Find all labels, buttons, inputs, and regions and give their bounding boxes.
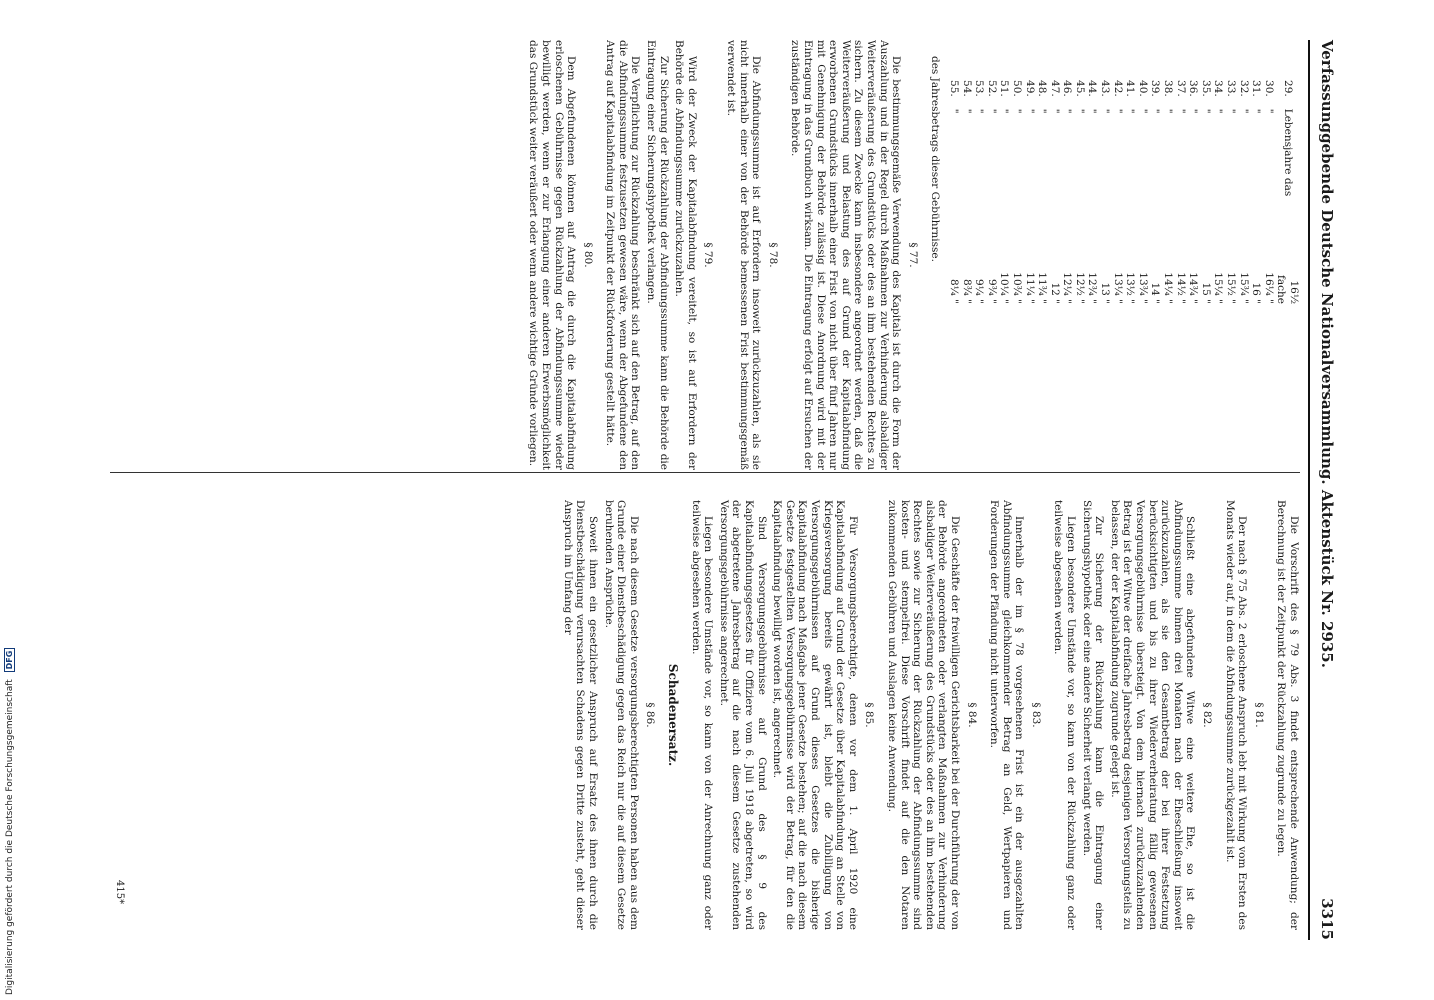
table-row: [1099, 60, 1112, 310]
row-label: ": [1061, 108, 1074, 114]
section-79-heading: § 79.: [702, 242, 715, 268]
section-78-heading: § 78.: [766, 242, 779, 268]
row-number: 55.: [947, 80, 960, 97]
table-row: [1124, 60, 1137, 310]
row-label: ": [1023, 108, 1036, 114]
schadenersatz-heading: Schadenersatz.: [666, 663, 681, 767]
section-79-text-1: Wird der Zweck der Kapitalabfindung vereitelt, so ist auf Erfordern der Behörde die Abfindungssumme zurückzuzahlen.: [673, 40, 698, 470]
row-label: ": [1124, 108, 1137, 114]
row-number: 29.: [1281, 80, 1294, 97]
stamp-text: Digitalisierung gefördert durch die Deutsche Forschungsgemeinschaft: [5, 679, 15, 995]
row-label: Lebensjahre das: [1281, 108, 1294, 197]
row-label: ": [960, 108, 973, 114]
row-value: 16½ fache: [1275, 274, 1300, 304]
age-factor-table: [947, 60, 1300, 310]
row-label: ": [985, 108, 998, 114]
digitization-stamp: [4, 648, 15, 995]
row-value: 14 ": [1149, 282, 1162, 304]
row-number: 41.: [1124, 80, 1137, 97]
row-label: ": [1250, 108, 1263, 114]
table-row: [1048, 60, 1061, 310]
row-label: ": [1199, 108, 1212, 114]
table-row: [1187, 60, 1200, 310]
row-number: 32.: [1237, 80, 1250, 97]
page-title: Verfassunggebende Deutsche Nationalversammlung. Aktenstück Nr. 2935.: [1318, 40, 1336, 668]
row-number: 30.: [1262, 80, 1275, 97]
row-label: ": [1237, 108, 1250, 114]
section-81-text: Der nach § 75 Abs. 2 erloschene Anspruch lebt mit Wirkung vom Ersten des Monats wieder auf, in dem die Abfindungssumme zurückgezahlt ist.: [1223, 500, 1249, 930]
row-value: 12¼ ": [1061, 272, 1074, 304]
intro-text: Die Vorschrift des § 79 Abs. 3 findet entsprechende Anwendung; der Berechnung ist der Zeitpunkt der Rückzahlung zugrunde zu legen.: [1275, 500, 1300, 930]
row-number: 31.: [1250, 80, 1263, 97]
table-row: [1086, 60, 1099, 310]
section-77-text: Die bestimmungsgemäße Verwendung des Kapitals ist durch die Form der Auszahlung und in der Regel durch Maßnahmen zur Verhinderung alsbaldiger Weiterveräußerung des Grundstücks oder des an ihm bestehenden Rechtes zu sichern. Zu diesem Zwecke kann insbesondere angeordnet werden, daß die Weiterveräußerung und Belastung des auf Grund der Kapitalabfindung erworbenen Grundstücks innerhalb einer Frist von nicht über fünf Jahren nur mit Genehmigung der Behörde zulässig ist. Diese Anordnung wird mit der Eintragung in das Grundbuch wirksam. Die Eintragung erfolgt auf Ersuchen der zuständigen Behörde.: [789, 40, 903, 470]
row-label: ": [1187, 108, 1200, 114]
table-row: [960, 60, 973, 310]
table-row: [1237, 60, 1250, 310]
section-84-text: Die Geschäfte der freiwilligen Gerichtsbarkeit bei der Durchführung der von der Behörde angeordneten oder verlangten Maßnahmen zur Verhinderung alsbaldiger Weiterveräußerung des Grundstücks oder des an ihm bestehenden Rechtes sowie zur Sicherung der Rückzahlung der Abfindungssumme sind kosten- und stempelfrei. Diese Vorschrift findet auf die den Notaren zukommenden Gebühren und Auslagen keine Anwendung.: [885, 500, 961, 930]
section-80-heading: § 80.: [581, 242, 594, 268]
row-label: ": [1174, 108, 1187, 114]
row-value: 8¼ ": [947, 278, 960, 304]
page-header: [1308, 40, 1340, 940]
row-label: ": [1010, 108, 1023, 114]
row-value: 11¼ ": [1023, 272, 1036, 304]
section-86-heading: § 86.: [644, 702, 657, 728]
row-value: 16 ": [1250, 282, 1263, 304]
table-row: [998, 60, 1011, 310]
table-row: [1161, 60, 1174, 310]
row-value: 11¾ ": [1036, 272, 1049, 304]
section-82-text-1: Schließt eine abgefundene Witwe eine weitere Ehe, so ist die Abfindungssumme binnen drei Monaten nach der Eheschließung insoweit zurückzuzahlen, als sie den Gesamtbetrag der bei ihrer Festsetzung berücksichtigten und bis zu ihrer Wiederverheiratung fällig gewesenen Versorgungsgebührnisse übersteigt. Von dem hiernach zurückzuzahlenden Betrag ist der Witwe der dreifache Jahresbetrag desjenigen Versorgungsteils zu belassen, der der Kapitalabfindung zugrunde gelegt ist.: [1108, 500, 1197, 930]
section-80-text: Dem Abgefundenen können auf Antrag die durch die Kapitalabfindung erloschenen Gebührnisse gegen Rückzahlung der Abfindungssumme wieder bewilligt werden, wenn er zur Erlangung einer anderen Erwerbsmöglichkeit das Grundstück weiter veräußert oder wenn andere wichtige Gründe vorliegen.: [527, 40, 578, 470]
table-row: [1073, 60, 1086, 310]
section-83-heading: § 83.: [1029, 702, 1042, 728]
row-number: 54.: [960, 80, 973, 97]
section-86-text-2: Soweit ihnen ein gesetzlicher Anspruch auf Ersatz des ihnen durch die Dienstbeschädigung verursachten Schadens gegen Dritte zusteht, geht dieser Anspruch im Umfang der: [561, 500, 600, 930]
row-value: 15¼ ": [1212, 272, 1225, 304]
row-value: 9¾ ": [985, 278, 998, 304]
row-label: ": [1073, 108, 1086, 114]
row-value: 13 ": [1099, 282, 1112, 304]
section-85-text-1: Für Versorgungsberechtigte, denen vor dem 1. April 1920 eine Kapitalabfindung auf Grund der Gesetze über Kapitalabfindung an Stelle von Kriegsversorgung bereits gewährt ist, bleibt die Zubilligung von Versorgungsgebührnissen auf Grund dieses Gesetzes die bisherige Kapitalabfindung nach Maßgabe jener Gesetze bestehen; auf die nach diesem Gesetze festgestellten Versorgungsgebührnisse wird der Betrag, für den die Kapitalabfindung bewilligt worden ist, angerechnet.: [771, 500, 859, 930]
row-number: 46.: [1061, 80, 1074, 97]
row-label: ": [1149, 108, 1162, 114]
section-85-text-2: Sind Versorgungsgebührnisse auf Grund des § 9 des Kapitalabfindungsgesetzes für Offiziere vom 6. Juli 1918 abgetreten, so wird der abgetretene Jahresbetrag auf die nach diesem Gesetze zustehenden Versorgungsgebührnisse angerechnet.: [717, 500, 768, 930]
row-number: 49.: [1023, 80, 1036, 97]
row-number: 53.: [973, 80, 986, 97]
row-number: 44.: [1086, 80, 1099, 97]
row-number: 52.: [985, 80, 998, 97]
row-label: ": [1099, 108, 1112, 114]
section-83-text: Innerhalb der im § 78 vorgesehenen Frist ist ein der ausgezahlten Abfindungssumme gleichkommender Betrag an Geld, Wertpapieren und Forderungen der Pfändung nicht unterworfen.: [988, 500, 1026, 930]
row-label: ": [1036, 108, 1049, 114]
table-row: [1023, 60, 1036, 310]
section-78-text: Die Abfindungssumme ist auf Erfordern insoweit zurückzuzahlen, als sie nicht innerhalb einer von der Behörde bemessenen Frist bestimmungsgemäß verwendet ist.: [725, 40, 763, 470]
table-tail: des Jahresbetrags dieser Gebührnisse.: [929, 56, 942, 262]
table-row: [1275, 60, 1300, 310]
table-row: [1111, 60, 1124, 310]
row-value: 8¾ ": [960, 278, 973, 304]
row-value: 14½ ": [1174, 272, 1187, 304]
row-number: 39.: [1149, 80, 1162, 97]
row-label: ": [1086, 108, 1099, 114]
table-row: [1262, 60, 1275, 310]
row-number: 51.: [998, 80, 1011, 97]
section-79-text-3: Die Verpflichtung zur Rückzahlung beschränkt sich auf den Betrag, auf den die Abfindungssumme festzusetzen gewesen wäre, wenn der Abgefundene den Antrag auf Kapitalabfindung im Zeitpunkt der Rückforderung gestellt hätte.: [604, 40, 642, 470]
row-value: 9¼ ": [973, 278, 986, 304]
row-number: 36.: [1187, 80, 1200, 97]
row-number: 37.: [1174, 80, 1187, 97]
section-82-text-3: Liegen besondere Umstände vor, so kann von der Rückzahlung ganz oder teilweise abgesehen werden.: [1052, 500, 1078, 930]
left-column: [524, 40, 1300, 470]
row-label: ": [1111, 108, 1124, 114]
table-row: [1061, 60, 1074, 310]
section-77-heading: § 77.: [906, 242, 919, 268]
section-82-heading: § 82.: [1201, 702, 1214, 728]
section-84-heading: § 84.: [965, 702, 978, 728]
row-value: 15 ": [1199, 282, 1212, 304]
right-column: [558, 500, 1300, 930]
section-79-text-2: Zur Sicherung der Rückzahlung der Abfindungssumme kann die Behörde die Eintragung einer Sicherungshypothek verlangen.: [645, 40, 670, 470]
row-number: 42.: [1111, 80, 1124, 97]
section-81-heading: § 81.: [1252, 702, 1265, 728]
table-row: [1224, 60, 1237, 310]
row-value: 10¼ ": [998, 272, 1011, 304]
page-number: 3315: [1318, 898, 1336, 940]
section-85-heading: § 85.: [863, 702, 876, 728]
row-value: 13¾ ": [1136, 272, 1149, 304]
table-row: [1199, 60, 1212, 310]
row-value: 10¾ ": [1010, 272, 1023, 304]
column-divider: [110, 472, 1300, 473]
table-row: [947, 60, 960, 310]
row-value: 14¾ ": [1187, 272, 1200, 304]
row-value: 12 ": [1048, 282, 1061, 304]
row-label: ": [1048, 108, 1061, 114]
section-82-text-2: Zur Sicherung der Rückzahlung kann die Eintragung einer Sicherungshypothek oder eine andere Sicherheit verlangt werden.: [1080, 500, 1106, 930]
row-label: ": [947, 108, 960, 114]
table-row: [1010, 60, 1023, 310]
row-value: 12¾ ": [1086, 272, 1099, 304]
row-value: 16¼ ": [1262, 272, 1275, 304]
row-label: ": [973, 108, 986, 114]
row-number: 33.: [1225, 80, 1238, 97]
table-row: [1212, 60, 1225, 310]
row-label: ": [1162, 108, 1175, 114]
table-row: [1250, 60, 1263, 310]
row-number: 34.: [1212, 80, 1225, 97]
table-row: [973, 60, 986, 310]
section-85-text-3: Liegen besondere Umstände vor, so kann von der Anrechnung ganz oder teilweise abgesehen werden.: [689, 500, 715, 930]
table-row: [1036, 60, 1049, 310]
row-number: 35.: [1199, 80, 1212, 97]
table-row: [985, 60, 998, 310]
row-label: ": [1225, 108, 1238, 114]
row-number: 48.: [1036, 80, 1049, 97]
table-row: [1174, 60, 1187, 310]
row-number: 43.: [1099, 80, 1112, 97]
row-value: 15½ ": [1225, 272, 1238, 304]
dfg-logo: DFG: [4, 648, 15, 673]
row-number: 50.: [1010, 80, 1023, 97]
row-number: 45.: [1073, 80, 1086, 97]
document-page: [80, 0, 1350, 1000]
row-label: ": [1136, 108, 1149, 114]
row-label: ": [1212, 108, 1225, 114]
row-value: 12½ ": [1073, 272, 1086, 304]
row-value: 15¾ ": [1237, 272, 1250, 304]
row-label: ": [1262, 108, 1275, 114]
row-value: 13¼ ": [1111, 272, 1124, 304]
row-label: ": [998, 108, 1011, 114]
row-number: 47.: [1048, 80, 1061, 97]
table-row: [1136, 60, 1149, 310]
signature-mark: 415*: [114, 880, 125, 905]
section-86-text-1: Die nach diesem Gesetze versorgungsberechtigten Personen haben aus dem Grunde einer Dienstbeschädigung gegen das Reich nur die auf diesem Gesetze beruhenden Ansprüche.: [602, 500, 640, 930]
row-value: 14¼ ": [1162, 272, 1175, 304]
row-number: 38.: [1162, 80, 1175, 97]
row-number: 40.: [1136, 80, 1149, 97]
table-row: [1149, 60, 1162, 310]
row-value: 13½ ": [1124, 272, 1137, 304]
